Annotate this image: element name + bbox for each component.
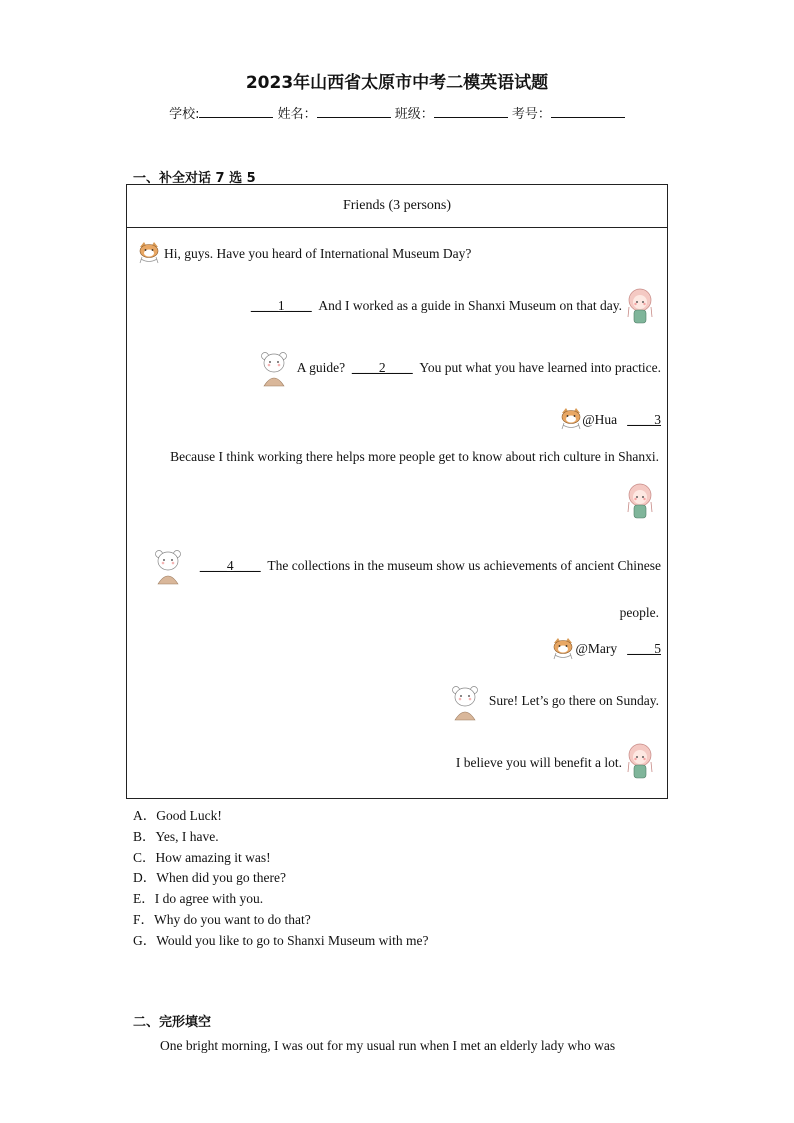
class-blank[interactable] <box>434 105 508 118</box>
option-c: C．How amazing it was! <box>133 850 271 865</box>
blank-3[interactable]: ____3 <box>627 412 661 427</box>
bear-avatar-icon <box>449 684 481 722</box>
dialogue-line-1: Hi, guys. Have you heard of International Museum Day? <box>164 246 472 261</box>
school-label: 学校: <box>169 107 200 122</box>
blank-4[interactable]: ____4____ <box>199 558 261 573</box>
dialogue-line-8: Sure! Let’s go there on Sunday. <box>488 693 659 708</box>
dialogue-line-3-text: You put what you have learned into practice. <box>419 360 661 375</box>
section2-heading: 二、完形填空 <box>133 1015 212 1030</box>
dialogue-line-4 <box>582 412 661 428</box>
name-label: 姓名： <box>277 107 317 122</box>
bear-avatar-icon <box>258 350 290 388</box>
option-e: E．I do agree with you. <box>133 891 264 906</box>
bear-avatar-icon <box>152 548 184 586</box>
fox-avatar-icon <box>137 241 161 267</box>
girl-avatar-icon <box>625 742 655 780</box>
dialogue-box-title: Friends (3 persons) <box>342 198 452 213</box>
class-label: 班级： <box>394 107 434 122</box>
fox-avatar-icon <box>559 407 583 433</box>
option-f: F．Why do you want to do that? <box>133 912 311 927</box>
option-b: B．Yes, I have. <box>133 829 219 844</box>
student-info-line <box>0 103 794 122</box>
page-title: 2023年山西省太原市中考二模英语试题 <box>245 73 549 93</box>
dialogue-line-5: Because I think working there helps more people get to know about rich culture in Shanxi. <box>170 449 659 464</box>
option-g: G．Would you like to go to Shanxi Museum with me? <box>133 933 429 948</box>
blank-2[interactable]: ____2____ <box>351 360 413 375</box>
blank-5[interactable]: ____5 <box>627 641 661 656</box>
mention-hua: @Hua <box>582 412 618 427</box>
dialogue-line-9: I believe you will benefit a lot. <box>455 755 622 770</box>
name-blank[interactable] <box>317 105 391 118</box>
dialogue-box-divider <box>126 227 668 228</box>
dialogue-line-7 <box>575 641 661 657</box>
fox-avatar-icon <box>551 637 575 663</box>
dialogue-line-2 <box>251 298 622 314</box>
mention-mary: @Mary <box>575 641 618 656</box>
girl-avatar-icon <box>625 482 655 520</box>
option-a: A．Good Luck! <box>133 808 222 823</box>
section2-paragraph: One bright morning, I was out for my usual run when I met an elderly lady who was <box>160 1038 616 1053</box>
section1-heading: 一、补全对话 7 选 5 <box>133 171 256 186</box>
girl-avatar-icon <box>625 287 655 325</box>
number-blank[interactable] <box>551 105 625 118</box>
dialogue-line-6-continued: people. <box>619 605 659 620</box>
dialogue-line-6 <box>200 558 661 574</box>
dialogue-line-6-text: The collections in the museum show us achievements of ancient Chinese <box>267 558 661 573</box>
dialogue-line-2-text: And I worked as a guide in Shanxi Museum on that day. <box>318 298 622 313</box>
dialogue-line-3-pre: A guide? <box>296 360 346 375</box>
dialogue-line-3 <box>297 360 661 376</box>
blank-1[interactable]: ____1____ <box>250 298 312 313</box>
school-blank[interactable] <box>199 105 273 118</box>
option-d: D．When did you go there? <box>133 870 286 885</box>
number-label: 考号： <box>511 107 551 122</box>
